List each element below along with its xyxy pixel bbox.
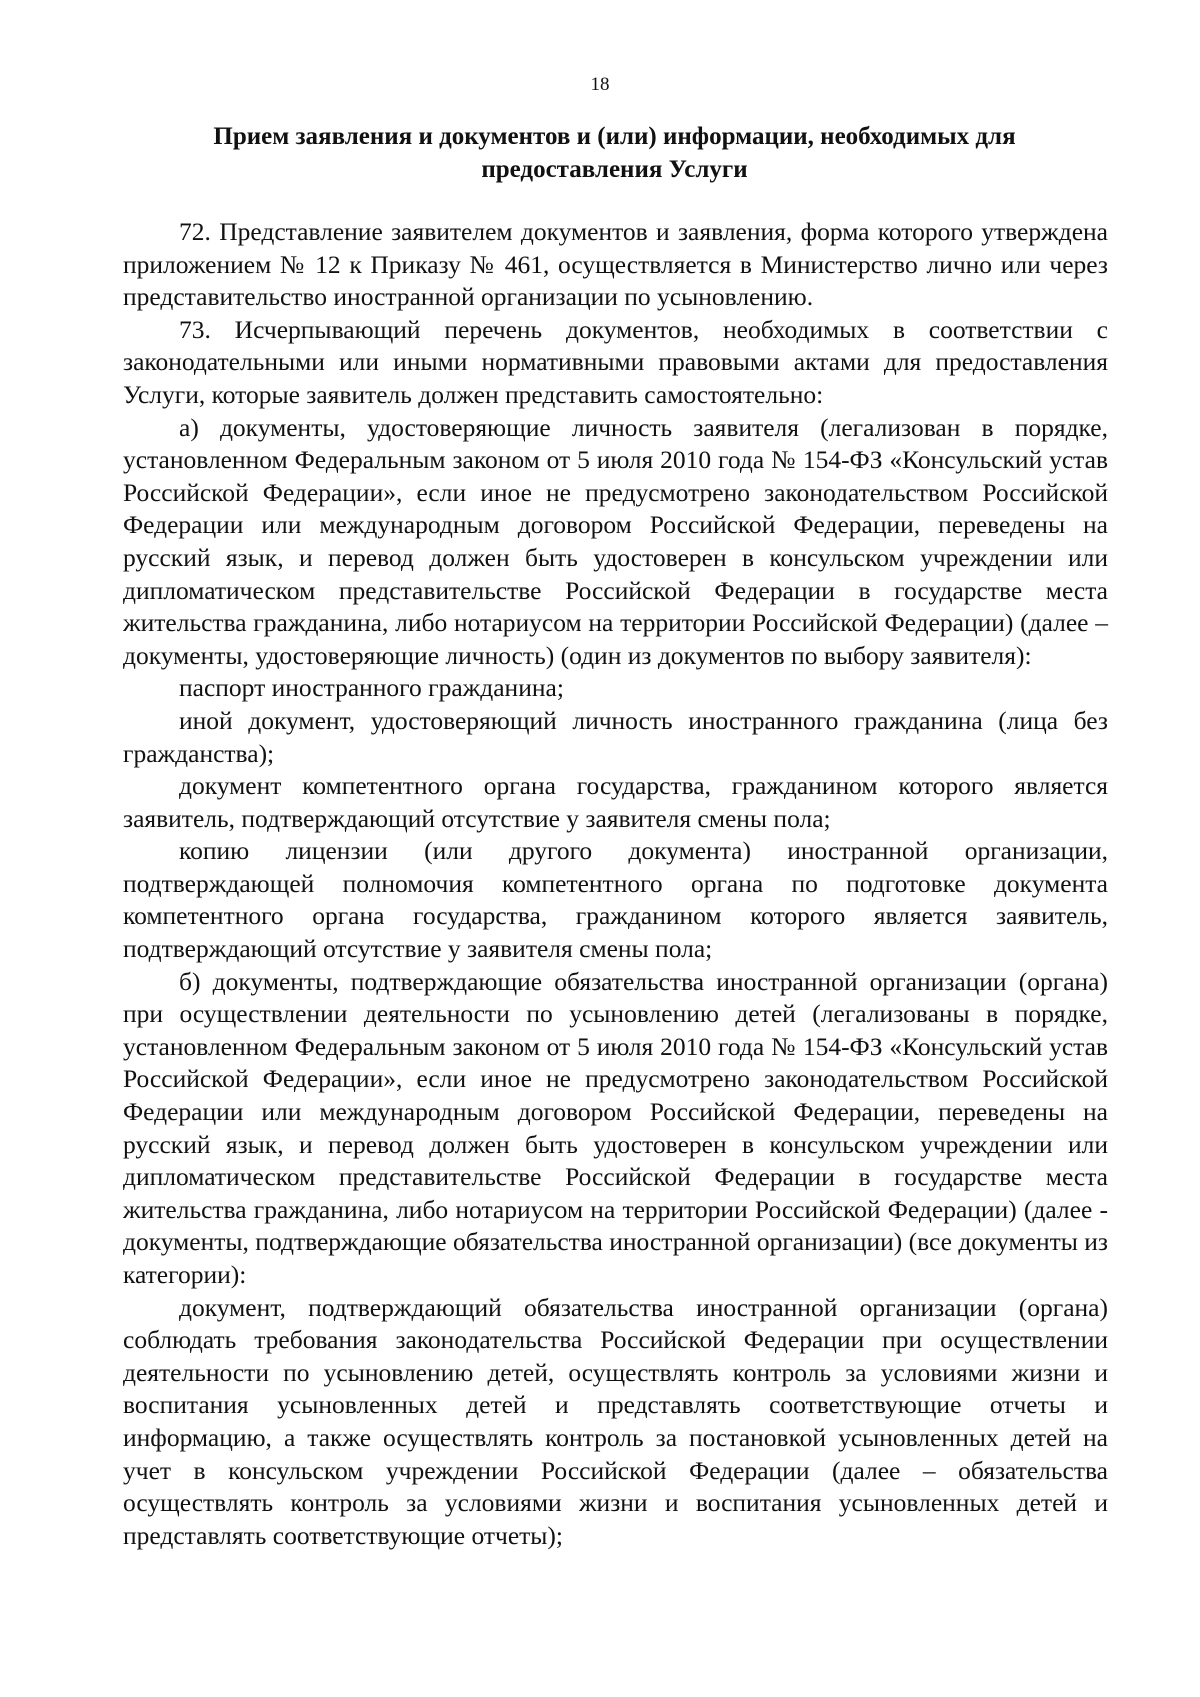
- list-item-other-identity-document: иной документ, удостоверяющий личность иностранного гражданина (лица без гражданства);: [123, 705, 1108, 768]
- item-a-identity-documents: а) документы, удостоверяющие личность заявителя (легализован в порядке, установленном Федеральным законом от 5 июля 2010 года № 154-ФЗ «Консульский устав Российской Федерации», если иное не предусмотрено законодательством Российской Федерации или международным договором Российской Федерации, переведены на русский язык, и перевод должен быть удостоверен в консульском учреждении или дипломатическом представительстве Российской Федерации в государстве места жительства гражданина, либо нотариусом на территории Российской Федерации) (далее – документы, удостоверяющие личность) (один из документов по выбору заявителя):: [123, 412, 1108, 670]
- section-heading: Прием заявления и документов и (или) информации, необходимых для предоставления Услуги: [213, 123, 1016, 183]
- page-number: 18: [590, 74, 610, 95]
- paragraph-73: 73. Исчерпывающий перечень документов, необходимых в соответствии с законодательными или иными нормативными правовыми актами для предоставления Услуги, которые заявитель должен представить самостоятельно:: [123, 314, 1108, 409]
- document-body: [123, 216, 1108, 1552]
- list-item-passport: паспорт иностранного гражданина;: [179, 673, 564, 703]
- item-b-obligation-documents: б) документы, подтверждающие обязательства иностранной организации (органа) при осуществлении деятельности по усыновлению детей (легализованы в порядке, установленном Федеральным законом от 5 июля 2010 года № 154-ФЗ «Консульский устав Российской Федерации», если иное не предусмотрено законодательством Российской Федерации или международным договором Российской Федерации, переведены на русский язык, и перевод должен быть удостоверен в консульском учреждении или дипломатическом представительстве Российской Федерации в государстве места жительства гражданина, либо нотариусом на территории Российской Федерации) (далее - документы, подтверждающие обязательства иностранной организации) (все документы из категории):: [123, 966, 1108, 1289]
- list-item-license-copy: копию лицензии (или другого документа) иностранной организации, подтверждающей полномочия компетентного органа по подготовке документа компетентного органа государства, гражданином которого является заявитель, подтверждающий отсутствие у заявителя смены пола;: [123, 836, 1108, 964]
- paragraph-72: 72. Представление заявителем документов и заявления, форма которого утверждена приложением № 12 к Приказу № 461, осуществляется в Министерство лично или через представительство иностранной организации по усыновлению.: [123, 217, 1108, 312]
- list-item-obligation-document: документ, подтверждающий обязательства иностранной организации (органа) соблюдать требования законодательства Российской Федерации при осуществлении деятельности по усыновлению детей, осуществлять контроль за условиями жизни и воспитания усыновленных детей и представлять соответствующие отчеты и информацию, а также осуществлять контроль за постановкой усыновленных детей на учет в консульском учреждении Российской Федерации (далее – обязательства осуществлять контроль за условиями жизни и воспитания усыновленных детей и представлять соответствующие отчеты);: [123, 1292, 1108, 1550]
- list-item-no-gender-change-document: документ компетентного органа государства, гражданином которого является заявитель, подтверждающий отсутствие у заявителя смены пола;: [123, 771, 1108, 833]
